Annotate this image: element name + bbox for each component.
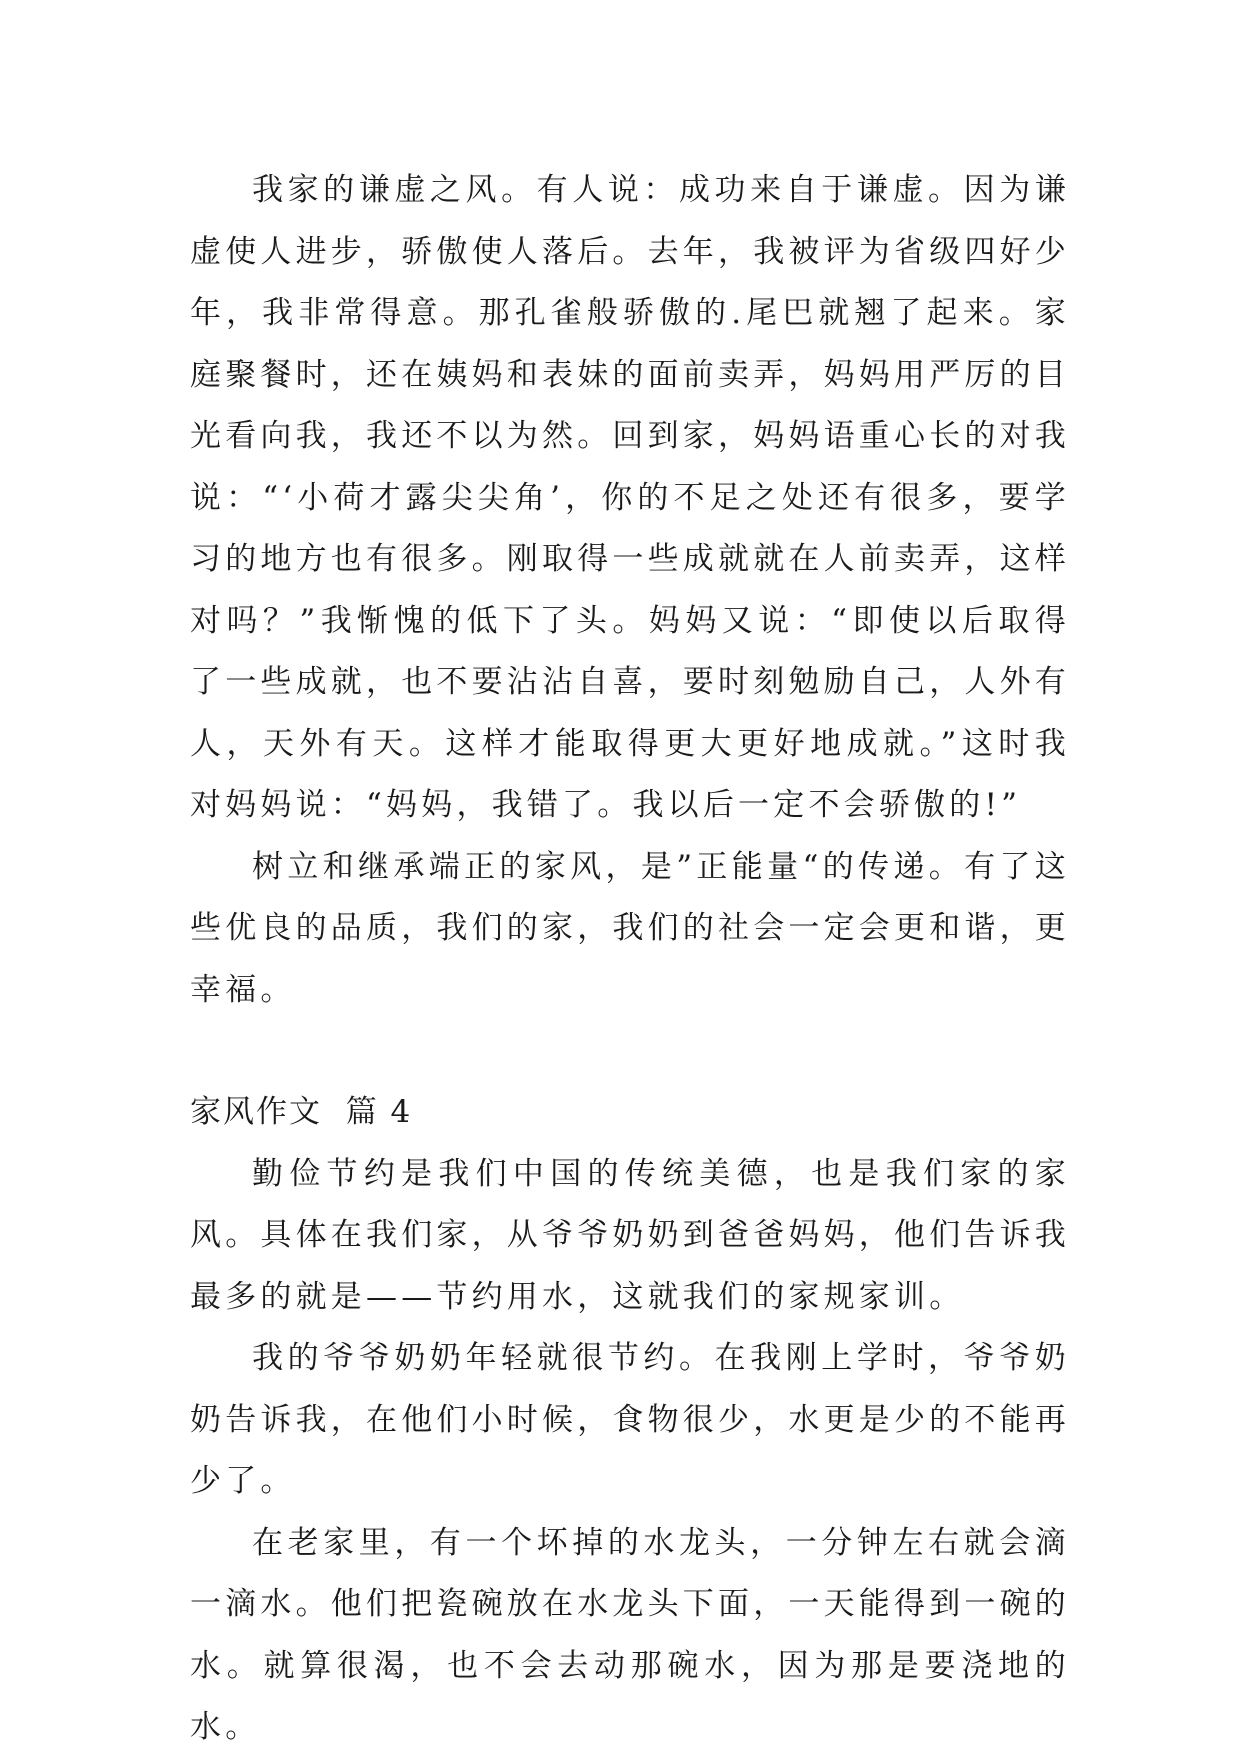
paragraph-conclusion: 树立和继承端正的家风，是”正能量“的传递。有了这些优良的品质，我们的家，我们的社会一定会更和谐，更幸福。 xyxy=(190,848,1070,1008)
paragraph-frugality-intro: 勤俭节约是我们中国的传统美德，也是我们家的家风。具体在我们家，从爷爷奶奶到爸爸妈妈，他们告诉我最多的就是——节约用水，这就我们的家规家训。 xyxy=(190,1155,1070,1315)
document-body xyxy=(190,160,1070,1759)
paragraph-modesty-story: 我家的谦虚之风。有人说：成功来自于谦虚。因为谦虚使人进步，骄傲使人落后。去年，我被评为省级四好少年，我非常得意。那孔雀般骄傲的.尾巴就翘了起来。家庭聚餐时，还在姨妈和表妹的面前卖弄，妈妈用严厉的目光看向我，我还不以为然。回到家，妈妈语重心长的对我说：“‘小荷才露尖尖角’，你的不足之处还有很多，要学习的地方也有很多。刚取得一些成就就在人前卖弄，这样对吗？”我惭愧的低下了头。妈妈又说：“即使以后取得了一些成就，也不要沾沾自喜，要时刻勉励自己，人外有人，天外有天。这样才能取得更大更好地成就。”这时我对妈妈说：“妈妈，我错了。我以后一定不会骄傲的!” xyxy=(190,172,1070,823)
section-heading: 家风作文 篇 4 xyxy=(190,1094,413,1130)
paragraph-faucet: 在老家里，有一个坏掉的水龙头，一分钟左右就会滴一滴水。他们把瓷碗放在水龙头下面，一天能得到一碗的水。就算很渴，也不会去动那碗水，因为那是要浇地的水。 xyxy=(190,1524,1070,1745)
paragraph-grandparents: 我的爷爷奶奶年轻就很节约。在我刚上学时，爷爷奶奶告诉我，在他们小时候，食物很少，水更是少的不能再少了。 xyxy=(190,1340,1070,1499)
